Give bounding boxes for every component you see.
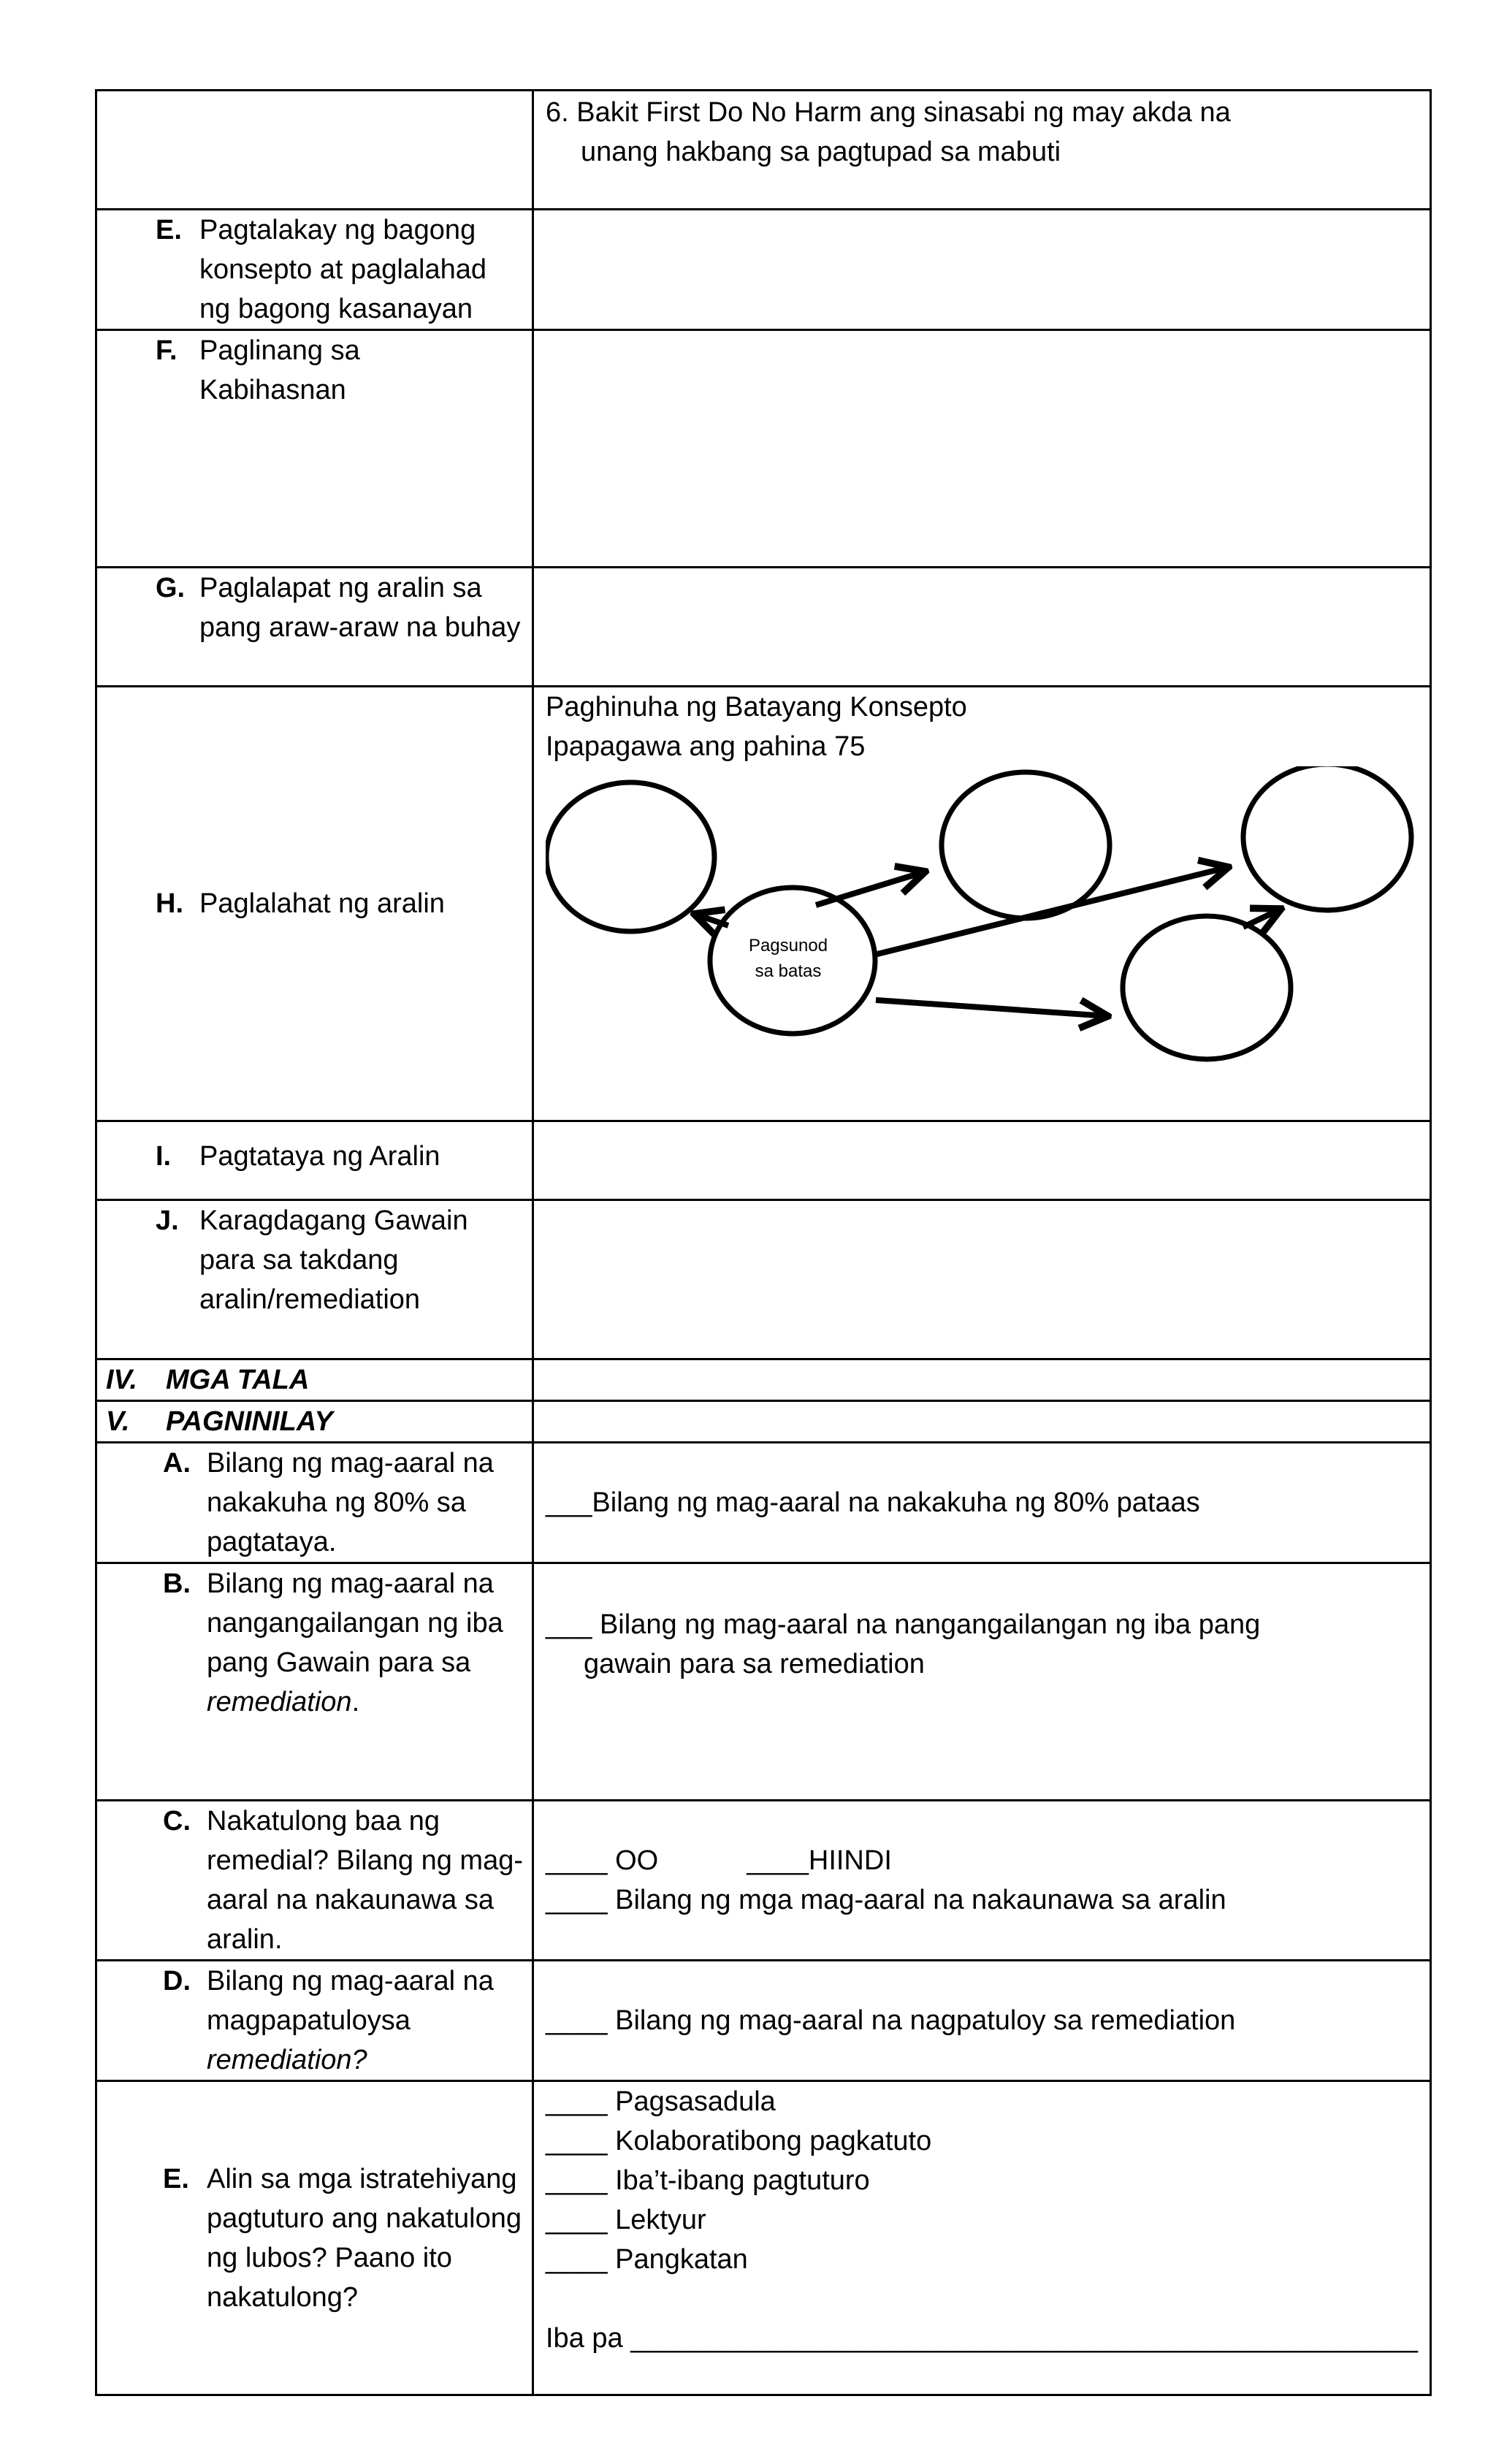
reflection-c-label-cell (96, 1801, 533, 1961)
concept-circle-top-middle (942, 772, 1110, 918)
strategy-option: ____ Kolaboratibong pagkatuto (546, 2126, 932, 2156)
lesson-plan-table (95, 89, 1432, 2396)
row-j-label-cell (96, 1200, 533, 1359)
arrow-to-top-right-circle-lower (1243, 909, 1281, 927)
reflection-a-label-cell (96, 1443, 533, 1563)
reflection-b-label-cell (96, 1563, 533, 1801)
reflection-e-label: Alin sa mga istratehiyang pagtuturo ang nakatulong ng lubos? Paano ito nakatulong? (207, 2163, 522, 2313)
row-e-label: Pagtalakay ng bagong konsepto at paglalahad ng bagong kasanayan (199, 215, 486, 324)
reflection-d-row (96, 1961, 1431, 2081)
concept-center-circle (710, 888, 875, 1034)
row-j-letter: J. (156, 1205, 179, 1236)
row-h-label-cell (96, 687, 533, 1121)
reflection-a-answer: ___Bilang ng mag-aaral na nakakuha ng 80% pataas (546, 1487, 1200, 1518)
reflection-c-letter: C. (163, 1806, 191, 1836)
reflection-a-row (96, 1443, 1431, 1563)
row-i-label-cell (96, 1121, 533, 1200)
center-label-line2: sa batas (755, 961, 822, 981)
reflection-c-label: Nakatulong baa ng remedial? Bilang ng mag-aaral na nakaunawa sa aralin. (207, 1806, 524, 1955)
reflection-a-label: Bilang ng mag-aaral na nakakuha ng 80% sa pagtataya. (207, 1448, 494, 1557)
reflection-e-letter: E. (163, 2163, 189, 2194)
row-j (96, 1200, 1431, 1359)
question-6-line1: Bakit First Do No Harm ang sinasabi ng may akda na (576, 97, 1231, 128)
reflection-e-content-cell (533, 2081, 1431, 2395)
question-6-number: 6. (546, 97, 569, 128)
row-i-label: Pagtataya ng Aralin (199, 1141, 440, 1172)
section-iv-row (96, 1359, 1431, 1401)
arrow-to-top-middle-circle (816, 871, 926, 905)
row-f (96, 330, 1431, 568)
reflection-b-letter: B. (163, 1568, 191, 1599)
section-iv-label-cell (96, 1359, 533, 1401)
row-g-letter: G. (156, 573, 186, 603)
empty-cell (96, 91, 533, 210)
reflection-d-letter: D. (163, 1966, 191, 1996)
strategy-option: ____ Iba’t-ibang pagtuturo (546, 2165, 870, 2196)
reflection-b-row (96, 1563, 1431, 1801)
row-e-letter: E. (156, 215, 182, 245)
strategy-option: ____ Pagsasadula (546, 2086, 776, 2117)
row-e-content-cell (533, 210, 1431, 330)
reflection-e-row (96, 2081, 1431, 2395)
strategy-other: Iba pa ___________________________________________________ (546, 2323, 1419, 2354)
section-v-row (96, 1401, 1431, 1443)
section-v-content-cell (533, 1401, 1431, 1443)
reflection-b-content-cell (533, 1563, 1431, 1801)
row-h-letter: H. (156, 888, 183, 919)
row-h-content-cell (533, 687, 1431, 1121)
row-h-line1: Paghinuha ng Batayang Konsepto (546, 692, 967, 722)
row-i-content-cell (533, 1121, 1431, 1200)
reflection-b-answer-line1: ___ Bilang ng mag-aaral na nangangailangan ng iba pang (546, 1609, 1261, 1640)
concept-circle-bottom-right (1123, 916, 1291, 1059)
row-f-letter: F. (156, 335, 178, 366)
reflection-c-content-cell (533, 1801, 1431, 1961)
reflection-a-letter: A. (163, 1448, 191, 1479)
concept-diagram-svg (546, 766, 1430, 1117)
section-v-number: V. (106, 1406, 130, 1437)
row-h (96, 687, 1431, 1121)
reflection-b-answer-line2: gawain para sa remediation (584, 1649, 925, 1679)
arrow-to-bottom-right-circle (876, 1000, 1108, 1016)
row-h-label: Paglalahat ng aralin (199, 888, 445, 919)
question-6-line2: unang hakbang sa pagtupad sa mabuti (581, 137, 1061, 167)
reflection-d-answer: ____ Bilang ng mag-aaral na nagpatuloy sa remediation (546, 2005, 1236, 2036)
row-f-label: Paglinang sa Kabihasnan (199, 335, 360, 405)
concept-circle-left (546, 782, 714, 931)
row-g-label-cell (96, 568, 533, 687)
reflection-c-answer-line2: ____ Bilang ng mga mag-aaral na nakaunawa sa aralin (546, 1885, 1226, 1915)
concept-circle-top-right (1243, 766, 1411, 910)
section-iv-title: MGA TALA (166, 1365, 310, 1395)
section-v-title: PAGNINILAY (166, 1406, 333, 1437)
row-j-content-cell (533, 1200, 1431, 1359)
reflection-e-label-cell (96, 2081, 533, 2395)
reflection-d-label-cell (96, 1961, 533, 2081)
section-iv-content-cell (533, 1359, 1431, 1401)
strategy-option: ____ Lektyur (546, 2205, 706, 2235)
row-i-letter: I. (156, 1141, 172, 1172)
row-question-6 (96, 91, 1431, 210)
row-g (96, 568, 1431, 687)
reflection-c-row (96, 1801, 1431, 1961)
row-h-line2: Ipapagawa ang pahina 75 (546, 731, 866, 762)
reflection-c-answer-hindi: ____HIINDI (747, 1845, 892, 1876)
row-i (96, 1121, 1431, 1200)
reflection-a-content-cell (533, 1443, 1431, 1563)
concept-diagram (546, 766, 1430, 1117)
section-v-label-cell (96, 1401, 533, 1443)
strategy-option: ____ Pangkatan (546, 2244, 748, 2275)
row-f-label-cell (96, 330, 533, 568)
row-e-label-cell (96, 210, 533, 330)
row-g-label: Paglalapat ng aralin sa pang araw-araw na buhay (199, 573, 521, 643)
row-j-label: Karagdagang Gawain para sa takdang aralin/remediation (199, 1205, 468, 1315)
reflection-d-content-cell (533, 1961, 1431, 2081)
center-label-line1: Pagsunod (748, 936, 828, 956)
row-g-content-cell (533, 568, 1431, 687)
reflection-b-label: Bilang ng mag-aaral na nangangailangan ng iba pang Gawain para sa remediation. (207, 1568, 503, 1717)
reflection-c-answer-oo: ____ OO (546, 1845, 659, 1876)
question-6-cell (533, 91, 1431, 210)
section-iv-number: IV. (106, 1365, 137, 1395)
row-e (96, 210, 1431, 330)
row-f-content-cell (533, 330, 1431, 568)
reflection-d-label: Bilang ng mag-aaral na magpapatuloysa remediation? (207, 1966, 494, 2075)
